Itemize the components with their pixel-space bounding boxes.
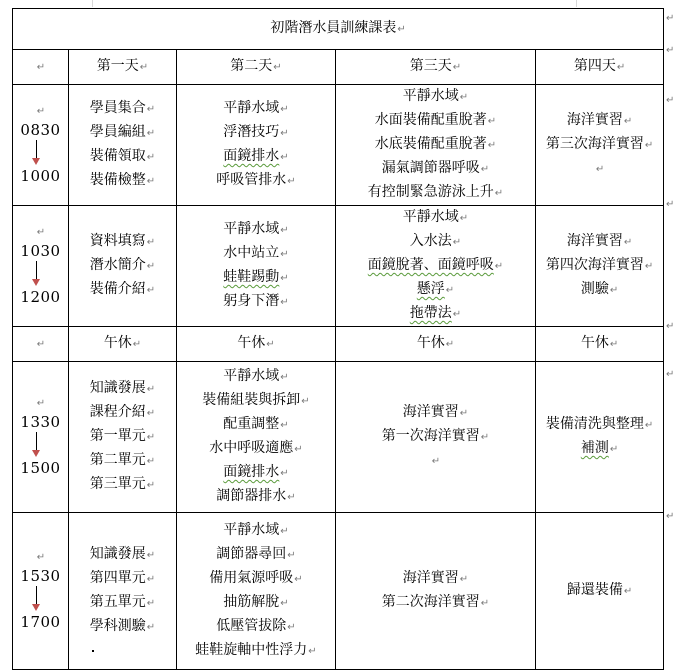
- row-end-mark: ↵: [666, 369, 674, 380]
- activity-item: 裝備組裝與拆卸↵: [202, 392, 310, 408]
- activity-item: 蛙鞋踢動↵: [223, 269, 289, 285]
- activity-item: 有控制緊急游泳上升↵: [367, 184, 504, 200]
- activity-item: 潛水簡介↵: [89, 257, 156, 273]
- activity-item: 海洋實習↵: [402, 570, 469, 586]
- activity-item: 第四次海洋實習↵: [545, 257, 654, 273]
- day-3-cell: [336, 513, 536, 670]
- left-margin-guide: [92, 0, 93, 7]
- activity-item: 裝備清洗與整理↵: [545, 416, 654, 432]
- activity-item: 課程介紹↵: [89, 404, 156, 420]
- time-slot-row: [13, 85, 664, 206]
- activity-item: 海洋實習↵: [402, 404, 469, 420]
- day-4-cell: [536, 327, 664, 362]
- right-margin-guide: [576, 0, 577, 7]
- day-2-cell: [177, 206, 336, 327]
- header-label: 第二天: [230, 58, 273, 74]
- activity-item: 浮潛技巧↵: [223, 124, 289, 140]
- activity-item: 補測↵: [580, 440, 619, 456]
- activity-item: 面鏡排水↵: [223, 148, 289, 164]
- activity-item: 第三單元↵: [89, 476, 156, 492]
- activity-item: 裝備檢整↵: [89, 172, 156, 188]
- header-row: [13, 50, 664, 85]
- activity-item: 知識發展↵: [89, 380, 156, 396]
- row-end-mark: ↵: [666, 321, 674, 332]
- end-time: 1000: [20, 167, 61, 185]
- row-end-mark: ↵: [666, 13, 674, 24]
- activity-item: 第一次海洋實習↵: [381, 428, 490, 444]
- activity-item: 懸浮↵: [416, 281, 455, 297]
- activity-item: 裝備領取↵: [89, 148, 156, 164]
- activity-item: 躬身下潛↵: [223, 293, 289, 309]
- activity-item: 第二次海洋實習↵: [381, 594, 490, 610]
- activity-item: 測驗↵: [580, 281, 619, 297]
- time-slot-row: [13, 513, 664, 670]
- activity-item: 調節器尋回↵: [216, 546, 296, 562]
- lunch-label: 午休↵: [103, 335, 142, 351]
- activity-item: 平靜水域↵: [223, 522, 289, 538]
- day-3-cell: [336, 362, 536, 513]
- header-time-cell: ↵: [13, 50, 69, 85]
- start-time: 1330: [20, 413, 61, 431]
- activity-item: 入水法↵: [409, 233, 462, 249]
- time-cell: ↵: [13, 327, 69, 362]
- row-end-mark: ↵: [666, 199, 674, 210]
- time-range: ↵ 1330 1500: [20, 398, 61, 477]
- activity-item: 平靜水域↵: [402, 88, 469, 104]
- row-end-mark: ↵: [666, 45, 674, 56]
- down-arrow-icon: [30, 261, 44, 287]
- day-2-cell: [177, 362, 336, 513]
- activity-item: 面鏡脫著、面鏡呼吸↵: [367, 257, 504, 273]
- end-time: 1700: [20, 613, 61, 631]
- title-row: [13, 9, 664, 50]
- lunch-label: 午休↵: [416, 335, 455, 351]
- activity-item: 第三次海洋實習↵: [545, 136, 654, 152]
- activity-item: 水中呼吸適應↵: [209, 440, 303, 456]
- time-cell: [13, 85, 69, 206]
- activity-item: 平靜水域↵: [223, 368, 289, 384]
- row-end-mark: ↵: [666, 511, 674, 522]
- day-3-cell: [336, 327, 536, 362]
- activity-item: 低壓管拔除↵: [216, 618, 296, 634]
- paragraph-dot: [92, 650, 94, 652]
- time-slot-row: [13, 362, 664, 513]
- activity-item: 蛙鞋旋軸中性浮力↵: [195, 642, 317, 658]
- day-4-cell: [536, 206, 664, 327]
- row-end-mark: ↵: [666, 95, 674, 106]
- activity-item: 平靜水域↵: [402, 209, 469, 225]
- day-1-cell: [69, 513, 177, 670]
- activity-item: 漏氣調節器呼吸↵: [381, 160, 490, 176]
- activity-item: 學員編組↵: [89, 124, 156, 140]
- day-4-cell: [536, 513, 664, 670]
- lunch-label: 午休↵: [580, 335, 619, 351]
- header-label: 第四天: [573, 58, 616, 74]
- day-2-cell: [177, 327, 336, 362]
- activity-item: 歸還裝備↵: [566, 582, 633, 598]
- activity-item: 水中站立↵: [223, 245, 289, 261]
- activity-item: 學科測驗↵: [89, 618, 156, 634]
- down-arrow-icon: [30, 586, 44, 612]
- lunch-row: [13, 327, 664, 362]
- activity-item: 抽筋解脫↵: [223, 594, 289, 610]
- day-4-cell: [536, 85, 664, 206]
- activity-item: 知識發展↵: [89, 546, 156, 562]
- start-time: 0830: [20, 121, 61, 139]
- header-day-2: 第二天↵: [177, 50, 336, 85]
- time-cell: [13, 513, 69, 670]
- activity-item: ↵: [431, 456, 441, 467]
- day-2-cell: [177, 513, 336, 670]
- table-title: 初階潛水員訓練課表: [270, 20, 397, 36]
- title-cell: 初階潛水員訓練課表↵: [13, 9, 664, 50]
- start-time: 1030: [20, 242, 61, 260]
- activity-item: 資料填寫↵: [89, 233, 156, 249]
- time-range: ↵ 1530 1700: [20, 552, 61, 631]
- activity-item: 第一單元↵: [89, 428, 156, 444]
- day-1-cell: [69, 362, 177, 513]
- training-schedule-table: [12, 8, 664, 670]
- header-day-4: 第四天↵: [536, 50, 664, 85]
- day-1-cell: [69, 327, 177, 362]
- activity-item: 海洋實習↵: [566, 112, 633, 128]
- activity-item: 海洋實習↵: [566, 233, 633, 249]
- down-arrow-icon: [30, 140, 44, 166]
- activity-item: 平靜水域↵: [223, 100, 289, 116]
- activity-item: 備用氣源呼吸↵: [209, 570, 303, 586]
- time-range: ↵ 1030 1200: [20, 227, 61, 306]
- activity-item: 水面裝備配重脫著↵: [374, 112, 497, 128]
- activity-item: 平靜水域↵: [223, 221, 289, 237]
- down-arrow-icon: [30, 432, 44, 458]
- header-label: 第一天: [96, 58, 139, 74]
- header-day-3: 第三天↵: [336, 50, 536, 85]
- time-range: ↵ 0830 1000: [20, 106, 61, 185]
- day-3-cell: [336, 85, 536, 206]
- day-2-cell: [177, 85, 336, 206]
- activity-item: 第四單元↵: [89, 570, 156, 586]
- day-1-cell: [69, 85, 177, 206]
- end-time: 1500: [20, 459, 61, 477]
- activity-item: 第二單元↵: [89, 452, 156, 468]
- time-cell: [13, 206, 69, 327]
- activity-item: 配重調整↵: [223, 416, 289, 432]
- activity-item: 面鏡排水↵: [223, 464, 289, 480]
- day-3-cell: [336, 206, 536, 327]
- activity-item: 調節器排水↵: [216, 488, 296, 504]
- time-cell: [13, 362, 69, 513]
- activity-item: 拖帶法↵: [409, 305, 462, 321]
- end-time: 1200: [20, 288, 61, 306]
- activity-item: 呼吸管排水↵: [216, 172, 296, 188]
- time-slot-row: [13, 206, 664, 327]
- activity-item: 裝備介紹↵: [89, 281, 156, 297]
- activity-item: ↵: [595, 164, 605, 175]
- header-day-1: 第一天↵: [69, 50, 177, 85]
- activity-item: 學員集合↵: [89, 100, 156, 116]
- activity-item: 水底裝備配重脫著↵: [374, 136, 497, 152]
- header-label: 第三天: [409, 58, 452, 74]
- lunch-label: 午休↵: [237, 335, 275, 351]
- start-time: 1530: [20, 567, 61, 585]
- activity-item: 第五單元↵: [89, 594, 156, 610]
- day-4-cell: [536, 362, 664, 513]
- day-1-cell: [69, 206, 177, 327]
